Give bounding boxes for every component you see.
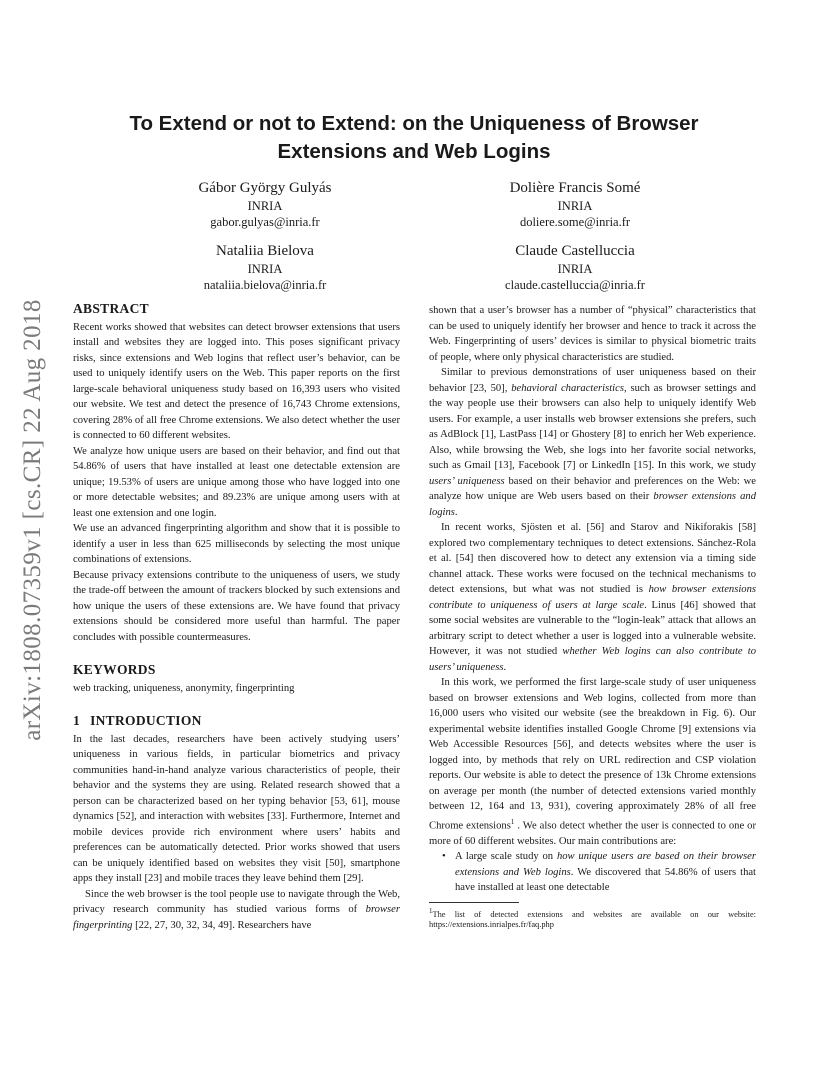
abstract-paragraph: We use an advanced fingerprinting algorithm and show that it is possible to identify a user in less than 625 milliseconds by selecting the most unique combinations of extensions. [73, 523, 400, 565]
footnote-marker[interactable]: 1 [510, 817, 515, 826]
body-paragraph: shown that a user’s browser has a number of “physical” characteristics that can be used to uniquely identify her browser and hence to track it across the Web. Fingerprinting of users’ devices is similar to physical biometric traits of people, where only physical characteristics are studied. [429, 305, 756, 363]
keywords-text: web tracking, uniqueness, anonymity, fingerprinting [73, 682, 295, 694]
author-email[interactable]: nataliia.bielova@inria.fr [203, 278, 327, 292]
section-heading [73, 713, 400, 729]
abstract-paragraph: We analyze how unique users are based on their behavior, and find out that 54.86% of users that have installed at least one detectable extension are unique; 19.53% of users are unique among those who have logged into one or more detectable websites; and 89.23% are unique among users with at least one extension and one login. [73, 445, 400, 519]
author-affiliation: INRIA [247, 199, 283, 213]
footnote-rule [429, 902, 519, 903]
section-number: 1 [73, 713, 81, 728]
author-email[interactable]: gabor.gulyas@inria.fr [210, 215, 320, 229]
author-block [480, 178, 670, 230]
author-email[interactable]: doliere.some@inria.fr [519, 215, 631, 229]
body-paragraph: In this work, we performed the first large-scale study of user uniqueness based on browser extensions and Web logins, collected from more than 16,000 users who visited our website (see the breakdown in Fig. 6). Our experimental website identifies installed Google Chrome [9] extensions via Web Accessible Resources [56], and detects websites where the user is logged into, by methods that rely on URL redirection and CSP violation reports. Our website is able to detect the presence of 13k Chrome extensions on average per month (the number of detected extensions varied monthly between 12, 164 and 13, 931), covering approximately 28% of all free Chrome extensions$^1$ . We also detect whether the user is connected to one or more of 60 different websites. Our main contributions are: [429, 677, 756, 847]
body-paragraph: Similar to previous demonstrations of user uniqueness based on their behavior [23, 50], behavioral characteristics, such as browser settings and the way people use their browsers can also help to uniquely identify Web users. For example, a user installs web browser extensions she prefers, such as AdBlock [1], LastPass [14] or Ghostery [8] to enrich her Web experience. Also, while browsing the Web, she logs into her favorite social networks, such as Gmail [13], Facebook [7] or LinkedIn [15]. In this work, we study users’ uniqueness based on their behavior and preferences on the Web: we analyze how unique are Web users based on their browser extensions and logins. [429, 367, 757, 518]
abstract-paragraph: Because privacy extensions contribute to the uniqueness of users, we study the trade-off between the amount of trackers blocked by such extensions and how unique the users of these extensions are. We have found that privacy extensions should be considered more useful than harmful. The paper concludes with possible countermeasures. [73, 569, 400, 643]
paper-title: To Extend or not to Extend: on the Uniqueness of Browser Extensions and Web Logins [129, 112, 699, 163]
arxiv-identifier-text: arXiv:1808.07359v1 [cs.CR] 22 Aug 2018 [19, 299, 46, 741]
arxiv-identifier [18, 280, 48, 760]
author-email[interactable]: claude.castelluccia@inria.fr [505, 278, 645, 292]
intro-paragraph: Since the web browser is the tool people use to navigate through the Web, privacy research community has studied various forms of browser fingerprinting [22, 27, 30, 32, 34, 49]. Researchers have [73, 888, 400, 931]
author-name: Nataliia Bielova [216, 243, 314, 259]
author-name: Gábor György Gulyás [198, 180, 332, 196]
keywords-heading: KEYWORDS [73, 662, 156, 677]
right-column [429, 303, 756, 930]
left-column [73, 301, 400, 933]
author-block [170, 178, 360, 230]
abstract-heading: ABSTRACT [73, 301, 149, 316]
section-title: INTRODUCTION [90, 713, 202, 728]
body-paragraph: In recent works, Sjösten et al. [56] and Starov and Nikiforakis [58] explored two complementary techniques to detect extensions. Sánchez-Rola et al. [54] then discovered how to detect any extension via a timing side channel attack. These works were focused on the technical mechanisms to detect extensions, but what was not studied is how browser extensions contribute to uniqueness of users at large scale. Linus [46] showed that some social websites are vulnerable to the “login-leak” attack that allows an arbitrary script to detect whether a user is logged into a vulnerable website. However, it was not studied whether Web logins can also contribute to users’ uniqueness. [429, 522, 757, 673]
author-name: Claude Castelluccia [515, 243, 635, 259]
author-block [465, 241, 685, 293]
list-item: • A large scale study on how unique users are based on their browser extensions and Web logins. We discovered that 54.86% of users that have installed at least one detectable [455, 849, 756, 896]
footnote: $^1$The list of detected extensions and websites are available on our website: https://extensions.inrialpes.fr/faq.php [429, 906, 756, 930]
author-block [150, 241, 380, 293]
author-name: Dolière Francis Somé [509, 180, 641, 196]
author-affiliation: INRIA [247, 262, 283, 276]
contributions-list [429, 849, 756, 896]
author-affiliation: INRIA [557, 199, 593, 213]
author-affiliation: INRIA [557, 262, 593, 276]
intro-paragraph: In the last decades, researchers have been actively studying users’ uniqueness in various fields, in particular biometrics and privacy communities hand-in-hand analyze various characteristics of people, their behavior and the systems they are using. Related research showed that a person can be characterized based on her typing behavior [53, 61], mouse dynamics [52], and interaction with websites [33]. Furthermore, Internet and mobile devices provide rich environment where users’ habits and preferences can be automatically detected. Prior works showed that users can be uniquely identified based on websites they visit [50], smartphone apps they install [23] and mobile traces they leave behind them [29]. [73, 733, 400, 884]
abstract-paragraph: Recent works showed that websites can detect browser extensions that users install and websites they are logged into. This poses significant privacy risks, since extensions and Web logins that reflect user’s behavior, can be used to uniquely identify users on the Web. This paper reports on the first large-scale behavioral uniqueness study based on 16,393 users who visited our website. We test and detect the presence of 16,743 Chrome extensions, covering 28% of all free Chrome extensions. We also detect whether the user is connected to 60 different websites. [73, 321, 400, 441]
